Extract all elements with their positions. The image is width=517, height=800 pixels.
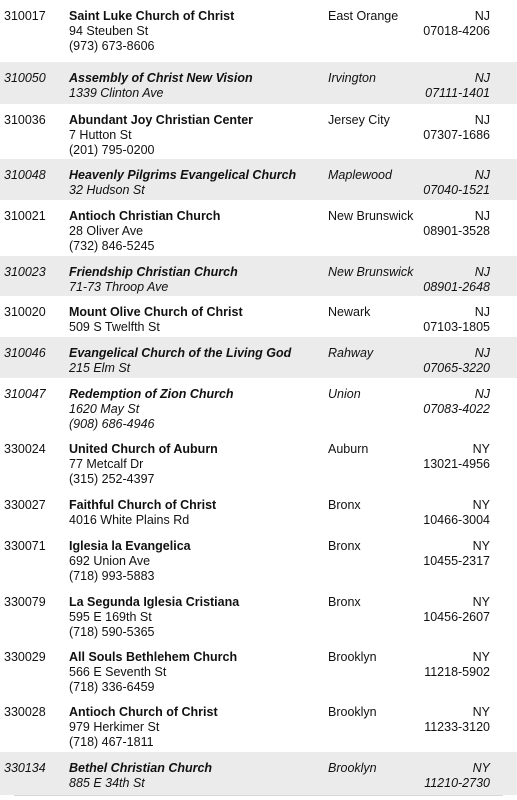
- zip-code: 13021-4956: [423, 457, 490, 471]
- church-name: United Church of Auburn: [69, 442, 218, 456]
- zip-code: 07083-4022: [423, 402, 490, 416]
- listing-row: [0, 337, 517, 378]
- zip-code: 08901-2648: [423, 280, 490, 294]
- state: NJ: [474, 346, 490, 360]
- zip-code: 10466-3004: [423, 513, 490, 527]
- zip-code: 08901-3528: [423, 224, 490, 238]
- listing-row: [0, 586, 517, 641]
- listing-row: [0, 433, 517, 489]
- listing-row: [0, 62, 517, 104]
- state: NJ: [474, 209, 490, 223]
- record-id: 330028: [4, 705, 46, 719]
- street-address: 1339 Clinton Ave: [69, 86, 164, 100]
- record-id: 310036: [4, 113, 46, 127]
- record-id: 330134: [4, 761, 46, 775]
- record-id: 310047: [4, 387, 46, 401]
- street-address: 566 E Seventh St: [69, 665, 167, 679]
- church-name: Antioch Church of Christ: [69, 705, 218, 719]
- city: Bronx: [328, 498, 361, 512]
- church-name: Assembly of Christ New Vision: [69, 71, 253, 85]
- church-name: Mount Olive Church of Christ: [69, 305, 243, 319]
- state: NJ: [474, 71, 490, 85]
- state: NY: [472, 650, 490, 664]
- phone-number: (973) 673-8606: [69, 39, 155, 53]
- record-id: 310020: [4, 305, 46, 319]
- city: East Orange: [328, 9, 399, 23]
- church-name: Saint Luke Church of Christ: [69, 9, 235, 23]
- zip-code: 07307-1686: [423, 128, 490, 142]
- street-address: 692 Union Ave: [69, 554, 151, 568]
- state: NY: [472, 705, 490, 719]
- city: Brooklyn: [328, 650, 377, 664]
- street-address: 979 Herkimer St: [69, 720, 160, 734]
- phone-number: (718) 467-1811: [69, 735, 154, 749]
- church-name: La Segunda Iglesia Cristiana: [69, 595, 240, 609]
- city: Bronx: [328, 539, 361, 553]
- state: NJ: [474, 9, 490, 23]
- phone-number: (201) 795-0200: [69, 143, 155, 157]
- zip-code: 11210-2730: [424, 776, 490, 790]
- listing-row: [0, 489, 517, 530]
- state: NY: [472, 595, 490, 609]
- city: New Brunswick: [328, 265, 414, 279]
- phone-number: (718) 336-6459: [69, 680, 155, 694]
- city: Jersey City: [328, 113, 390, 127]
- church-name: Heavenly Pilgrims Evangelical Church: [69, 168, 297, 182]
- record-id: 310021: [4, 209, 46, 223]
- zip-code: 10455-2317: [423, 554, 490, 568]
- street-address: 509 S Twelfth St: [69, 320, 160, 334]
- street-address: 77 Metcalf Dr: [69, 457, 144, 471]
- record-id: 310050: [4, 71, 46, 85]
- record-id: 310023: [4, 265, 46, 279]
- listing-row: [0, 200, 517, 256]
- church-name: Redemption of Zion Church: [69, 387, 234, 401]
- phone-number: (718) 590-5365: [69, 625, 155, 639]
- church-name: Iglesia la Evangelica: [69, 539, 191, 553]
- church-name: Antioch Christian Church: [69, 209, 221, 223]
- listing-row: [0, 641, 517, 696]
- street-address: 1620 May St: [69, 402, 140, 416]
- street-address: 32 Hudson St: [69, 183, 145, 197]
- street-address: 7 Hutton St: [69, 128, 132, 142]
- city: Newark: [328, 305, 371, 319]
- listing-row: [0, 159, 517, 200]
- listing-row: [0, 530, 517, 586]
- record-id: 330027: [4, 498, 46, 512]
- city: Brooklyn: [328, 761, 377, 775]
- city: Maplewood: [328, 168, 392, 182]
- record-id: 310017: [4, 9, 46, 23]
- record-id: 310046: [4, 346, 46, 360]
- street-address: 4016 White Plains Rd: [69, 513, 190, 527]
- street-address: 595 E 169th St: [69, 610, 152, 624]
- record-id: 330024: [4, 442, 46, 456]
- listing-row: [0, 378, 517, 433]
- street-address: 94 Steuben St: [69, 24, 149, 38]
- state: NJ: [474, 387, 490, 401]
- zip-code: 07103-1805: [423, 320, 490, 334]
- zip-code: 07111-1401: [425, 86, 490, 100]
- phone-number: (908) 686-4946: [69, 417, 155, 431]
- church-name: Bethel Christian Church: [69, 761, 213, 775]
- state: NY: [472, 761, 490, 775]
- street-address: 215 Elm St: [69, 361, 131, 375]
- city: Auburn: [328, 442, 369, 456]
- church-name: Faithful Church of Christ: [69, 498, 217, 512]
- state: NY: [472, 442, 490, 456]
- church-name: All Souls Bethlehem Church: [69, 650, 238, 664]
- zip-code: 07018-4206: [423, 24, 490, 38]
- phone-number: (315) 252-4397: [69, 472, 155, 486]
- state: NJ: [474, 113, 490, 127]
- city: Rahway: [328, 346, 374, 360]
- record-id: 310048: [4, 168, 46, 182]
- zip-code: 07040-1521: [423, 183, 490, 197]
- zip-code: 10456-2607: [423, 610, 490, 624]
- state: NJ: [474, 305, 490, 319]
- phone-number: (718) 993-5883: [69, 569, 155, 583]
- listing-row: [0, 752, 517, 795]
- city: Union: [328, 387, 361, 401]
- listing-row: [0, 0, 517, 62]
- street-address: 885 E 34th St: [69, 776, 145, 790]
- phone-number: (732) 846-5245: [69, 239, 155, 253]
- listing-row: [0, 104, 517, 159]
- city: Brooklyn: [328, 705, 377, 719]
- bottom-divider: [14, 795, 503, 796]
- state: NY: [472, 498, 490, 512]
- city: Irvington: [328, 71, 376, 85]
- zip-code: 11233-3120: [424, 720, 490, 734]
- church-name: Evangelical Church of the Living God: [69, 346, 292, 360]
- zip-code: 07065-3220: [423, 361, 490, 375]
- street-address: 28 Oliver Ave: [69, 224, 144, 238]
- zip-code: 11218-5902: [424, 665, 490, 679]
- state: NJ: [474, 168, 490, 182]
- listing-row: [0, 296, 517, 337]
- state: NY: [472, 539, 490, 553]
- church-name: Abundant Joy Christian Center: [69, 113, 254, 127]
- record-id: 330071: [4, 539, 46, 553]
- street-address: 71-73 Throop Ave: [69, 280, 169, 294]
- record-id: 330079: [4, 595, 46, 609]
- listing-row: [0, 696, 517, 752]
- record-id: 330029: [4, 650, 46, 664]
- state: NJ: [474, 265, 490, 279]
- listing-row: [0, 256, 517, 296]
- church-name: Friendship Christian Church: [69, 265, 238, 279]
- city: New Brunswick: [328, 209, 414, 223]
- city: Bronx: [328, 595, 361, 609]
